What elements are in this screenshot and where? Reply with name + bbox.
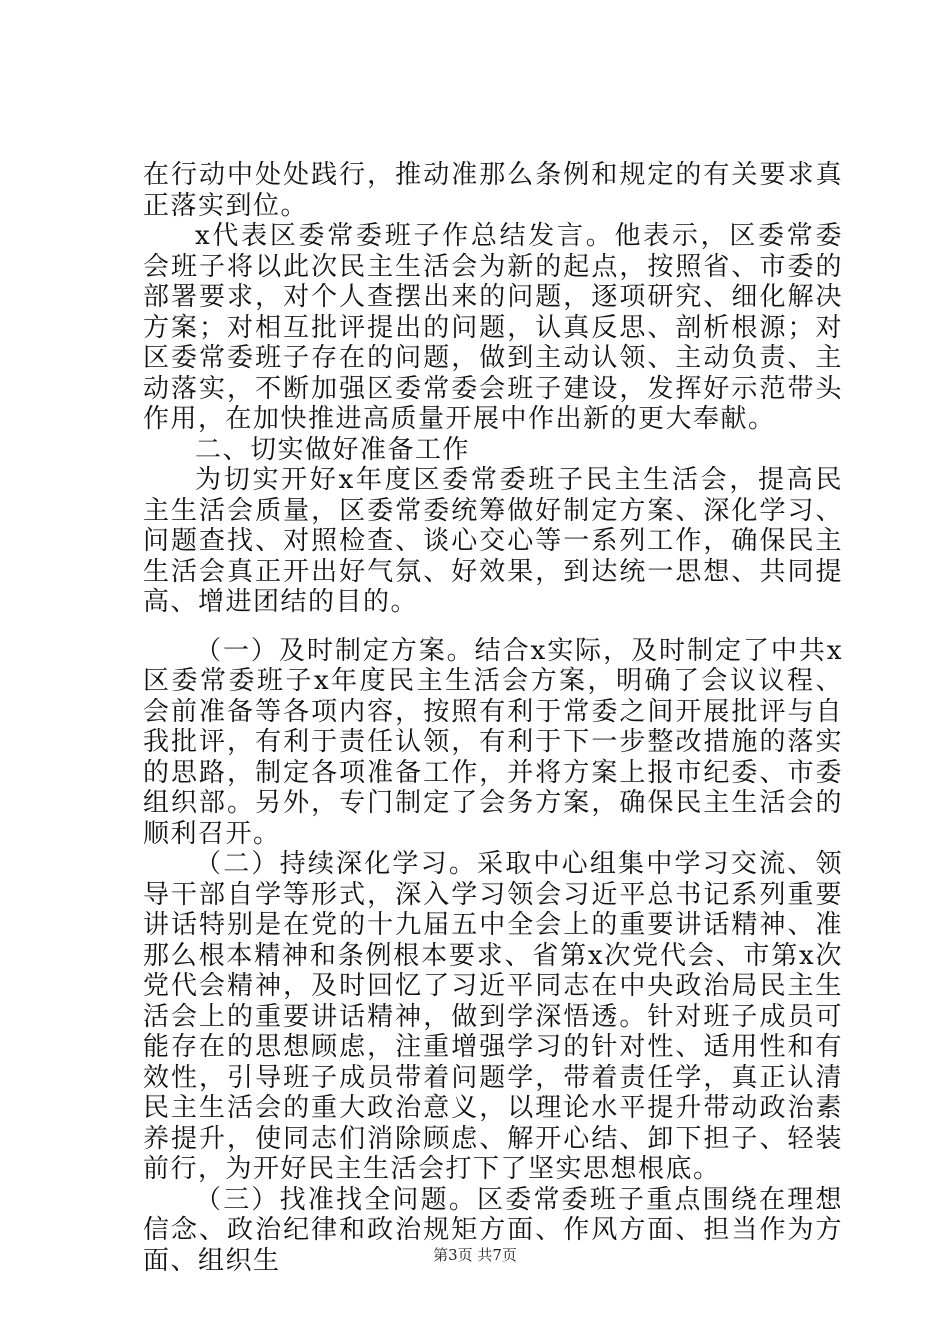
paragraph-item-2-study: （二）持续深化学习。采取中心组集中学习交流、领导干部自学等形式，深入学习领会习近平总书记系列重要讲话特别是在党的十九届五中全会上的重要讲话精神、准那么根本精神和条例根本要求、省第x次党代会、市第x次党代会精神，及时回忆了习近平同志在中央政治局民主生活会上的重要讲话精神，做到学深悟透。针对班子成员可能存在的思想顾虑，注重增强学习的针对性、适用性和有效性，引导班子成员带着问题学，带着责任学，真正认清民主生活会的重大政治意义，以理论水平提升带动政治素养提升，使同志们消除顾虑、解开心结、卸下担子、轻装前行，为开好民主生活会打下了坚实思想根底。 [143,849,843,1184]
paragraph-summary-speech: x代表区委常委班子作总结发言。他表示，区委常委会班子将以此次民主生活会为新的起点，按照省、市委的部署要求，对个人查摆出来的问题，逐项研究、细化解决方案；对相互批评提出的问题，认真反思、剖析根源；对区委常委班子存在的问题，做到主动认领、主动负责、主动落实，不断加强区委常委会班子建设，发挥好示范带头作用，在加快推进高质量开展中作出新的更大奉献。 [143,221,843,434]
page-number-footer: 第3页 共7页 [433,1246,517,1264]
section-heading-preparation: 二、切实做好准备工作 [195,434,471,465]
document-body [143,160,843,1276]
paragraph-continuation: 在行动中处处践行，推动准那么条例和规定的有关要求真正落实到位。 [143,160,843,221]
paragraph-item-1-plan: （一）及时制定方案。结合x实际，及时制定了中共x区委常委班子x年度民主生活会方案，明确了会议议程、会前准备等各项内容，按照有利于常委之间开展批评与自我批评，有利于责任认领，有利于下一步整改措施的落实的思路，制定各项准备工作，并将方案上报市纪委、市委组织部。另外，专门制定了会务方案，确保民主生活会的顺利召开。 [143,635,843,849]
paragraph-preparation-intro: 为切实开好x年度区委常委班子民主生活会，提高民主生活会质量，区委常委统筹做好制定方案、深化学习、问题查找、对照检查、谈心交心等一系列工作，确保民主生活会真正开出好气氛、好效果，到达统一思想、共同提高、增进团结的目的。 [143,465,843,617]
paragraph-item-3-problems: （三）找准找全问题。区委常委班子重点围绕在理想信念、政治纪律和政治规矩方面、作风方面、担当作为方面、组织生 [143,1184,843,1276]
